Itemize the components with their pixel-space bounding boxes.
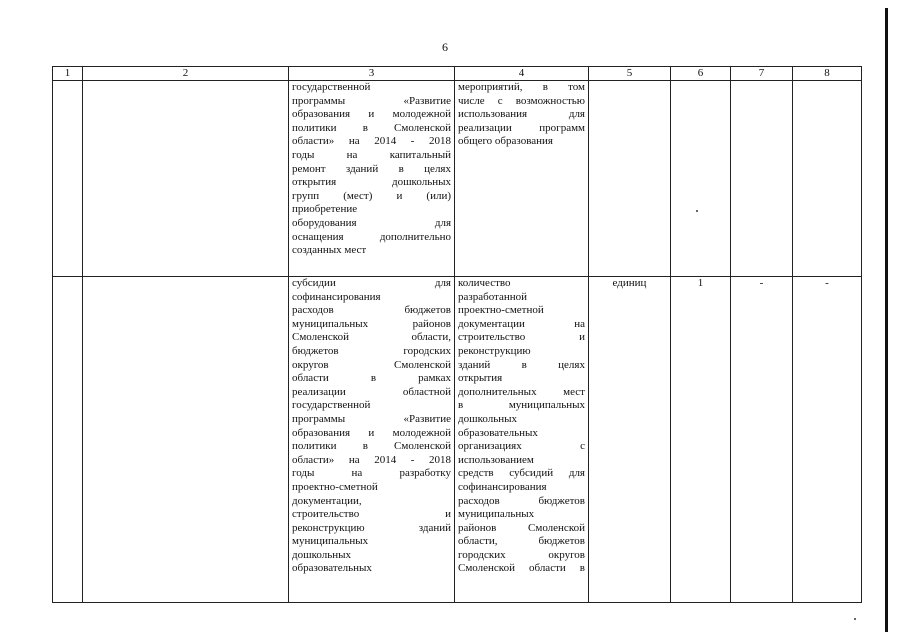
indicators-table	[52, 66, 862, 603]
cell-text-line: области» на 2014 - 2018	[292, 453, 451, 466]
cell-text-line: оснащения дополнительно	[292, 230, 451, 243]
cell-text-line: дошкольных	[458, 412, 517, 425]
cell-text-line: реализации областной	[292, 385, 451, 398]
cell-text-line: дошкольных	[292, 548, 351, 561]
cell-text-line: образования и молодежной	[292, 426, 451, 439]
cell-text-line: использованием	[458, 453, 534, 466]
value-cell: -	[731, 277, 793, 603]
cell-text-line: дополнительных мест	[458, 385, 585, 398]
cell-text-line: оборудования для	[292, 216, 451, 229]
cell-text-line: в муниципальных	[458, 399, 585, 412]
cell-text-line: расходов бюджетов	[458, 494, 585, 507]
page-number: 6	[442, 40, 448, 54]
table-cell	[83, 277, 289, 603]
table-cell	[289, 81, 455, 277]
cell-text-line: области» на 2014 - 2018	[292, 135, 451, 148]
column-header: 2	[83, 67, 289, 81]
table-cell	[53, 81, 83, 277]
cell-text-line: приобретение	[292, 203, 358, 216]
header-row	[53, 67, 862, 81]
cell-text-line: разработанной	[458, 290, 528, 303]
column-header: 5	[589, 67, 671, 81]
cell-text-line: государственной	[292, 399, 371, 412]
cell-text-line: документации,	[292, 494, 362, 507]
column-header: 6	[671, 67, 731, 81]
cell-text-line: расходов бюджетов	[292, 304, 451, 317]
table-row	[53, 81, 862, 277]
cell-text-line: муниципальных	[292, 535, 369, 548]
cell-text-line: годы на разработку	[292, 467, 451, 480]
cell-text-line: реконструкцию зданий	[292, 521, 451, 534]
cell-text-line: муниципальных	[458, 508, 535, 521]
unit-cell: единиц	[589, 277, 671, 603]
value-cell: -	[793, 277, 862, 603]
cell-text-line: бюджетов городских	[292, 344, 451, 357]
column-header: 7	[731, 67, 793, 81]
cell-text-line: групп (мест) и (или)	[292, 189, 451, 202]
cell-text-line: строительство и	[292, 508, 451, 521]
scan-speck	[854, 618, 856, 620]
cell-text-line: реконструкцию	[458, 344, 531, 357]
cell-text-line: программы «Развитие	[292, 94, 451, 107]
column-header: 1	[53, 67, 83, 81]
cell-text-line: области, бюджетов	[458, 535, 585, 548]
table-cell	[589, 81, 671, 277]
cell-text-line: Смоленской области,	[292, 331, 451, 344]
cell-text-line: использования для	[458, 108, 585, 121]
table-cell	[793, 81, 862, 277]
cell-text-line: годы на капитальный	[292, 148, 451, 161]
cell-text-line: общего образования	[458, 135, 553, 148]
cell-text-line: открытия дошкольных	[292, 176, 451, 189]
cell-text-line: средств субсидий для	[458, 467, 585, 480]
cell-text-line: политики в Смоленской	[292, 440, 451, 453]
cell-text-line: области в рамках	[292, 372, 451, 385]
cell-text-line: зданий в целях	[458, 358, 585, 371]
table-cell	[289, 277, 455, 603]
cell-text-line: софинансирования	[458, 480, 547, 493]
value-cell: 1	[671, 277, 731, 603]
cell-text-line: организациях с	[458, 440, 585, 453]
table-cell	[455, 81, 589, 277]
cell-text-line: городских округов	[458, 548, 585, 561]
cell-text-line: реализации программ	[458, 121, 585, 134]
cell-text-line: строительство и	[458, 331, 585, 344]
table-cell	[83, 81, 289, 277]
table-cell	[455, 277, 589, 603]
cell-text-line: образовательных	[458, 426, 538, 439]
cell-text-line: государственной	[292, 81, 371, 93]
cell-text-line: открытия	[458, 372, 503, 385]
cell-text-line: округов Смоленской	[292, 358, 451, 371]
cell-text-line: количество	[458, 277, 511, 289]
cell-text-line: муниципальных районов	[292, 317, 451, 330]
column-header: 3	[289, 67, 455, 81]
table-row	[53, 277, 862, 603]
scan-edge-line	[885, 8, 888, 632]
cell-text-line: программы «Развитие	[292, 412, 451, 425]
cell-text-line: документации на	[458, 317, 585, 330]
cell-text-line: мероприятий, в том	[458, 81, 585, 93]
table-cell	[731, 81, 793, 277]
cell-text-line: субсидии для	[292, 277, 451, 289]
cell-text-line: политики в Смоленской	[292, 121, 451, 134]
column-header: 8	[793, 67, 862, 81]
cell-text-line: районов Смоленской	[458, 521, 585, 534]
cell-text-line: образовательных	[292, 562, 372, 575]
cell-text-line: софинансирования	[292, 290, 381, 303]
cell-text-line: созданных мест	[292, 244, 367, 257]
cell-text-line: ремонт зданий в целях	[292, 162, 451, 175]
column-header: 4	[455, 67, 589, 81]
cell-text-line: проектно-сметной	[292, 480, 378, 493]
table-cell	[671, 81, 731, 277]
cell-text-line: числе с возможностью	[458, 94, 585, 107]
cell-text-line: образования и молодежной	[292, 108, 451, 121]
cell-text-line: проектно-сметной	[458, 304, 544, 317]
cell-text-line: Смоленской области в	[458, 562, 585, 575]
table-cell	[53, 277, 83, 603]
